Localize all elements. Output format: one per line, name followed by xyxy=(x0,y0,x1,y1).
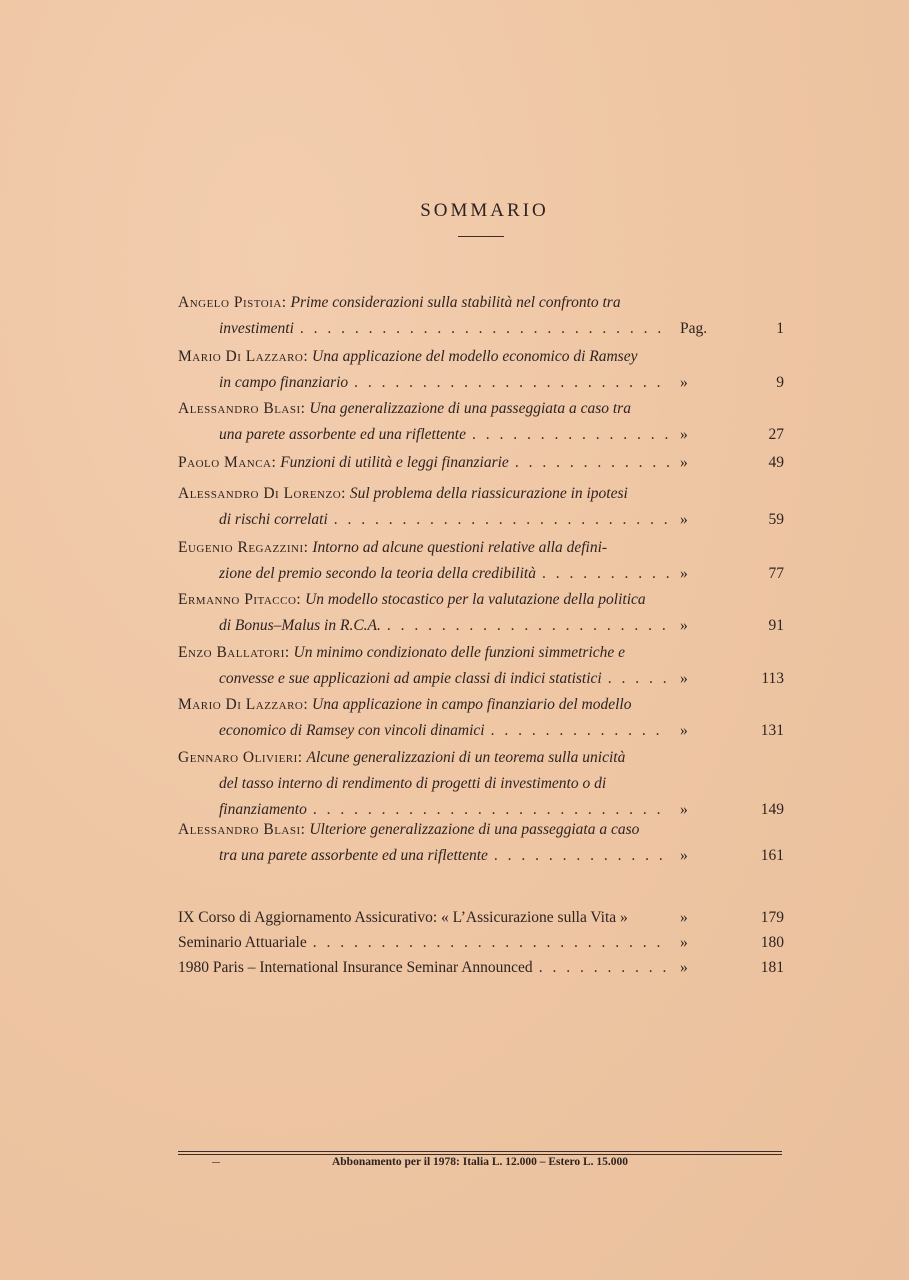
toc-mark: » xyxy=(680,670,688,687)
toc-title-cont: di rischi correlati xyxy=(219,511,328,528)
toc-mark: » xyxy=(680,374,688,391)
toc-title: Prime considerazioni sulla stabilità nel confronto tra xyxy=(290,294,621,311)
toc-title: Una applicazione in campo finanziario del modello xyxy=(312,696,632,713)
toc-title: Alcune generalizzazioni di un teorema sulla unicità xyxy=(306,749,626,766)
leader-dots xyxy=(307,930,670,956)
toc-author: Alessandro Di Lorenzo: xyxy=(178,485,346,502)
toc-title-cont: finanziamento xyxy=(219,801,307,818)
toc-title: Sul problema della riassicurazione in ipotesi xyxy=(349,485,628,502)
toc-entry xyxy=(178,450,784,476)
toc-mark: » xyxy=(680,934,688,951)
toc-author: Mario Di Lazzaro: xyxy=(178,696,309,713)
toc-entry xyxy=(178,587,784,639)
toc-title: Ulteriore generalizzazione di una passeggiata a caso xyxy=(309,821,640,838)
toc-mark: » xyxy=(680,565,688,582)
leader-dots xyxy=(466,422,670,448)
toc-title: Intorno ad alcune questioni relative alla defini- xyxy=(312,539,608,556)
toc-page: 27 xyxy=(768,426,784,443)
toc-extra-text: IX Corso di Aggiornamento Assicurativo: « L’Assicurazione sulla Vita » xyxy=(178,909,628,926)
toc-page: 113 xyxy=(761,670,784,687)
toc-entry xyxy=(178,344,784,396)
leader-dots xyxy=(328,507,670,533)
toc-mark: » xyxy=(680,722,688,739)
toc-title: Una applicazione del modello economico di Ramsey xyxy=(312,348,638,365)
toc-title-cont: tra una parete assorbente ed una riflettente xyxy=(219,847,488,864)
toc-extra xyxy=(178,955,784,981)
toc-page: 161 xyxy=(760,847,784,864)
toc-mark: Pag. xyxy=(680,320,708,337)
toc-title-cont: investimenti xyxy=(219,320,294,337)
toc-entry xyxy=(178,817,784,869)
toc-entry xyxy=(178,692,784,744)
toc-author: Alessandro Blasi: xyxy=(178,821,306,838)
toc-page: 77 xyxy=(768,565,784,582)
toc-page: 91 xyxy=(768,617,784,634)
toc-page: 59 xyxy=(768,511,784,528)
toc-entry xyxy=(178,481,784,533)
toc-author: Angelo Pistoia: xyxy=(178,294,287,311)
footer-rule xyxy=(178,1151,782,1152)
toc-author: Mario Di Lazzaro: xyxy=(178,348,309,365)
toc-page: 149 xyxy=(760,801,784,818)
toc-mark: » xyxy=(680,801,688,818)
toc-mark: » xyxy=(680,454,688,471)
toc-author: Enzo Ballatori: xyxy=(178,644,290,661)
toc-title: Funzioni di utilità e leggi finanziarie xyxy=(280,454,509,471)
toc-author: Alessandro Blasi: xyxy=(178,400,306,417)
leader-dots xyxy=(348,370,670,396)
toc-entry xyxy=(178,396,784,448)
toc-mark: » xyxy=(680,959,688,976)
leader-dots xyxy=(533,955,670,981)
toc-title-cont: di Bonus–Malus in R.C.A. xyxy=(219,617,381,634)
toc-author: Eugenio Regazzini: xyxy=(178,539,309,556)
toc-extra xyxy=(178,930,784,956)
toc-title: Un minimo condizionato delle funzioni simmetriche e xyxy=(293,644,626,661)
toc-mark: » xyxy=(680,511,688,528)
toc-mark: » xyxy=(680,847,688,864)
toc-title-cont: una parete assorbente ed una riflettente xyxy=(219,426,466,443)
toc-title: Una generalizzazione di una passeggiata a caso tra xyxy=(309,400,631,417)
footer-rule xyxy=(178,1154,782,1155)
toc-mark: » xyxy=(680,617,688,634)
toc-page: 179 xyxy=(760,909,784,926)
toc-title-cont: economico di Ramsey con vincoli dinamici xyxy=(219,722,485,739)
toc-entry xyxy=(178,535,784,587)
toc-author: Ermanno Pitacco: xyxy=(178,591,302,608)
leader-dots xyxy=(485,718,670,744)
toc-extra xyxy=(178,905,784,931)
toc-mark: » xyxy=(680,909,688,926)
toc-author: Gennaro Olivieri: xyxy=(178,749,303,766)
toc-page: 1 xyxy=(776,320,784,337)
toc-extra-text: Seminario Attuariale xyxy=(178,934,307,951)
toc-author: Paolo Manca: xyxy=(178,454,277,471)
toc-extra-text: 1980 Paris – International Insurance Seminar Announced xyxy=(178,959,533,976)
leader-dots xyxy=(509,450,670,476)
leader-dots xyxy=(294,316,670,342)
toc-title-cont: del tasso interno di rendimento di progetti di investimento o di xyxy=(219,775,607,792)
toc-entry xyxy=(178,745,784,823)
toc-title-cont: zione del premio secondo la teoria della credibilità xyxy=(219,565,536,582)
subscription-footer: Abbonamento per il 1978: Italia L. 12.000 – Estero L. 15.000 xyxy=(331,1156,629,1168)
page-title: SOMMARIO xyxy=(420,200,549,221)
toc-page: 9 xyxy=(776,374,784,391)
toc-title: Un modello stocastico per la valutazione della politica xyxy=(305,591,646,608)
leader-dots xyxy=(602,666,670,692)
leader-dots xyxy=(381,613,670,639)
toc-mark: » xyxy=(680,426,688,443)
leader-dots xyxy=(536,561,670,587)
toc-page: 180 xyxy=(760,934,784,951)
toc-page: 49 xyxy=(768,454,784,471)
toc-page: 131 xyxy=(760,722,784,739)
title-rule xyxy=(458,236,504,237)
toc-entry xyxy=(178,640,784,692)
leader-dots xyxy=(488,843,670,869)
toc-title-cont: in campo finanziario xyxy=(219,374,349,391)
toc-page: 181 xyxy=(760,959,784,976)
toc-title-cont: convesse e sue applicazioni ad ampie classi di indici statistici xyxy=(219,670,602,687)
toc-entry xyxy=(178,290,784,342)
